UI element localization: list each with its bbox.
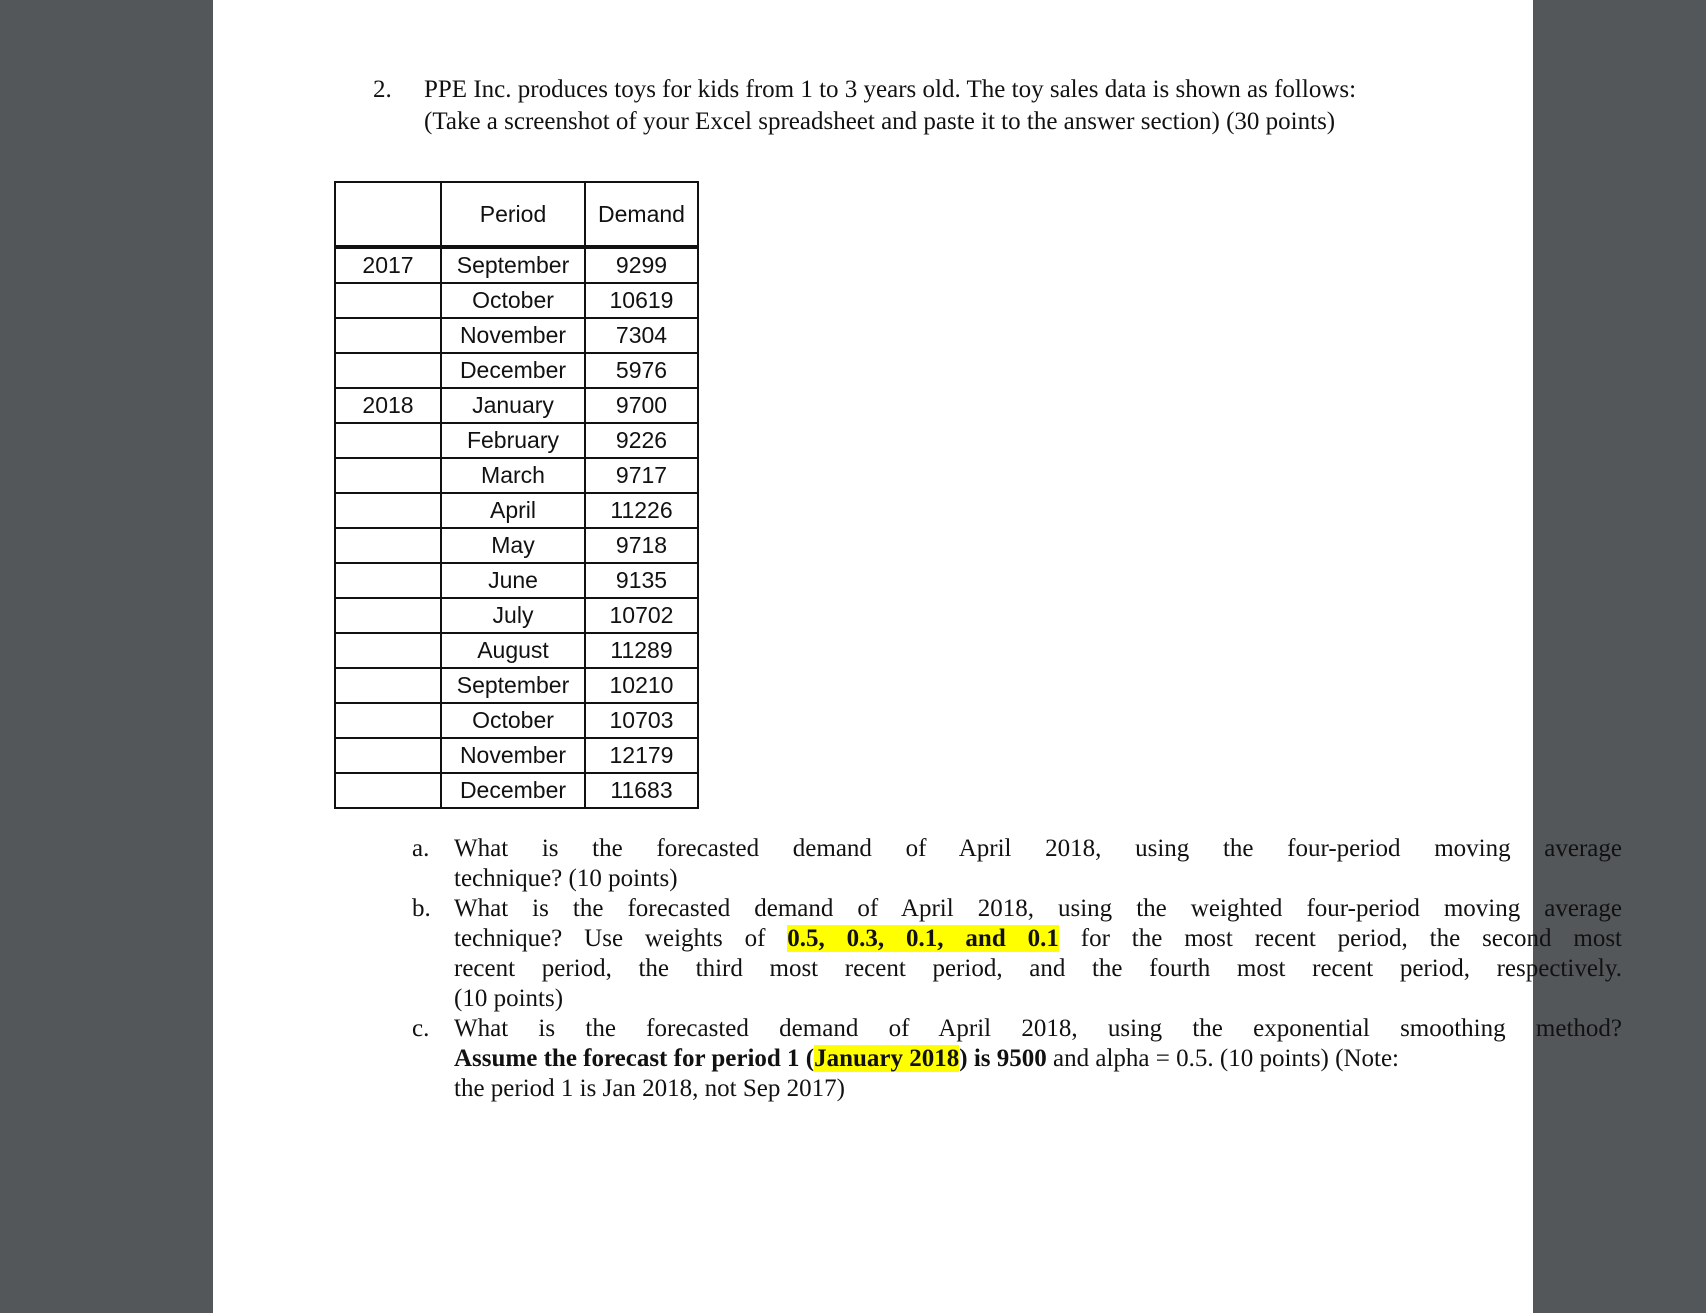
- cell-period: July: [441, 598, 585, 633]
- cell-period: September: [441, 668, 585, 703]
- subpart-b-label: b.: [412, 895, 431, 922]
- cell-year: [335, 493, 441, 528]
- cell-period: November: [441, 318, 585, 353]
- subpart-c-period-highlight: January 2018: [814, 1045, 960, 1072]
- cell-period: March: [441, 458, 585, 493]
- cell-year: [335, 738, 441, 773]
- table-row: [335, 668, 698, 703]
- subparts: [412, 834, 1622, 1104]
- cell-period: April: [441, 493, 585, 528]
- cell-demand: 9718: [585, 528, 698, 563]
- subpart-b-line2-pre: technique? Use weights of: [454, 925, 788, 952]
- cell-year: [335, 598, 441, 633]
- subpart-a: [412, 834, 1622, 894]
- cell-period: October: [441, 703, 585, 738]
- subpart-b-line1: What is the forecasted demand of April 2018, using the weighted four-period moving average: [454, 895, 1622, 922]
- question-number: 2.: [373, 76, 392, 103]
- cell-demand: 9717: [585, 458, 698, 493]
- cell-year: [335, 633, 441, 668]
- cell-period: December: [441, 353, 585, 388]
- cell-period: October: [441, 283, 585, 318]
- subpart-b-line2-post: for the most recent period, the second most: [1058, 925, 1622, 952]
- table-row: [335, 773, 698, 808]
- header-year: [335, 182, 441, 247]
- table-body: [335, 247, 698, 808]
- cell-year: [335, 283, 441, 318]
- cell-demand: 9299: [585, 247, 698, 283]
- cell-year: [335, 563, 441, 598]
- subpart-b-line2: [454, 924, 1622, 954]
- subpart-c: [412, 1014, 1622, 1104]
- table-header-row: [335, 182, 698, 247]
- cell-demand: 10619: [585, 283, 698, 318]
- subpart-b-weights-highlight: 0.5, 0.3, 0.1, and 0.1: [787, 925, 1059, 952]
- cell-demand: 12179: [585, 738, 698, 773]
- subpart-c-line1: What is the forecasted demand of April 2018, using the exponential smoothing method?: [454, 1015, 1622, 1042]
- subpart-b: [412, 894, 1622, 1014]
- table-row: [335, 703, 698, 738]
- cell-demand: 7304: [585, 318, 698, 353]
- cell-year: [335, 703, 441, 738]
- subpart-b-line4: (10 points): [454, 985, 564, 1012]
- cell-year: [335, 353, 441, 388]
- subpart-a-line1: What is the forecasted demand of April 2018, using the four-period moving average: [454, 835, 1622, 862]
- cell-demand: 9700: [585, 388, 698, 423]
- cell-period: February: [441, 423, 585, 458]
- subpart-b-line3: recent period, the third most recent period, and the fourth most recent period, respectively.: [454, 955, 1622, 982]
- cell-demand: 5976: [585, 353, 698, 388]
- question-2: [373, 74, 1433, 138]
- table-row: [335, 493, 698, 528]
- table-row: [335, 458, 698, 493]
- table-row: [335, 247, 698, 283]
- cell-year: [335, 458, 441, 493]
- table-row: [335, 283, 698, 318]
- table-row: [335, 388, 698, 423]
- cell-demand: 9135: [585, 563, 698, 598]
- question-text-line2: (Take a screenshot of your Excel spreadsheet and paste it to the answer section) (30 points): [424, 108, 1336, 135]
- cell-period: May: [441, 528, 585, 563]
- cell-demand: 11226: [585, 493, 698, 528]
- cell-year: 2017: [335, 247, 441, 283]
- cell-period: August: [441, 633, 585, 668]
- subpart-c-line2-post: and alpha = 0.5. (10 points) (Note:: [1046, 1045, 1400, 1072]
- table-row: [335, 353, 698, 388]
- cell-year: [335, 773, 441, 808]
- table-row: [335, 633, 698, 668]
- subpart-c-line2-bold2: ) is 9500: [959, 1045, 1047, 1072]
- cell-year: 2018: [335, 388, 441, 423]
- subpart-a-label: a.: [412, 835, 430, 862]
- demand-table: [334, 181, 699, 809]
- cell-period: December: [441, 773, 585, 808]
- question-text-line1: PPE Inc. produces toys for kids from 1 to 3 years old. The toy sales data is shown as follows:: [424, 76, 1357, 103]
- subpart-c-line3: the period 1 is Jan 2018, not Sep 2017): [454, 1075, 845, 1102]
- cell-demand: 10702: [585, 598, 698, 633]
- subpart-c-line2: [454, 1044, 1622, 1074]
- cell-demand: 9226: [585, 423, 698, 458]
- table-row: [335, 528, 698, 563]
- subpart-a-line2: technique? (10 points): [454, 865, 678, 892]
- subpart-c-label: c.: [412, 1015, 430, 1042]
- table-row: [335, 423, 698, 458]
- cell-period: January: [441, 388, 585, 423]
- table-row: [335, 738, 698, 773]
- cell-period: November: [441, 738, 585, 773]
- table-row: [335, 318, 698, 353]
- table-row: [335, 563, 698, 598]
- cell-demand: 11683: [585, 773, 698, 808]
- cell-demand: 10210: [585, 668, 698, 703]
- table-row: [335, 598, 698, 633]
- cell-year: [335, 318, 441, 353]
- cell-year: [335, 528, 441, 563]
- document-page: [213, 0, 1622, 1313]
- cell-period: September: [441, 247, 585, 283]
- cell-year: [335, 423, 441, 458]
- cell-demand: 11289: [585, 633, 698, 668]
- cell-period: June: [441, 563, 585, 598]
- cell-year: [335, 668, 441, 703]
- header-period: Period: [441, 182, 585, 247]
- header-demand: Demand: [585, 182, 698, 247]
- cell-demand: 10703: [585, 703, 698, 738]
- subpart-c-line2-bold1: Assume the forecast for period 1 (: [454, 1045, 815, 1072]
